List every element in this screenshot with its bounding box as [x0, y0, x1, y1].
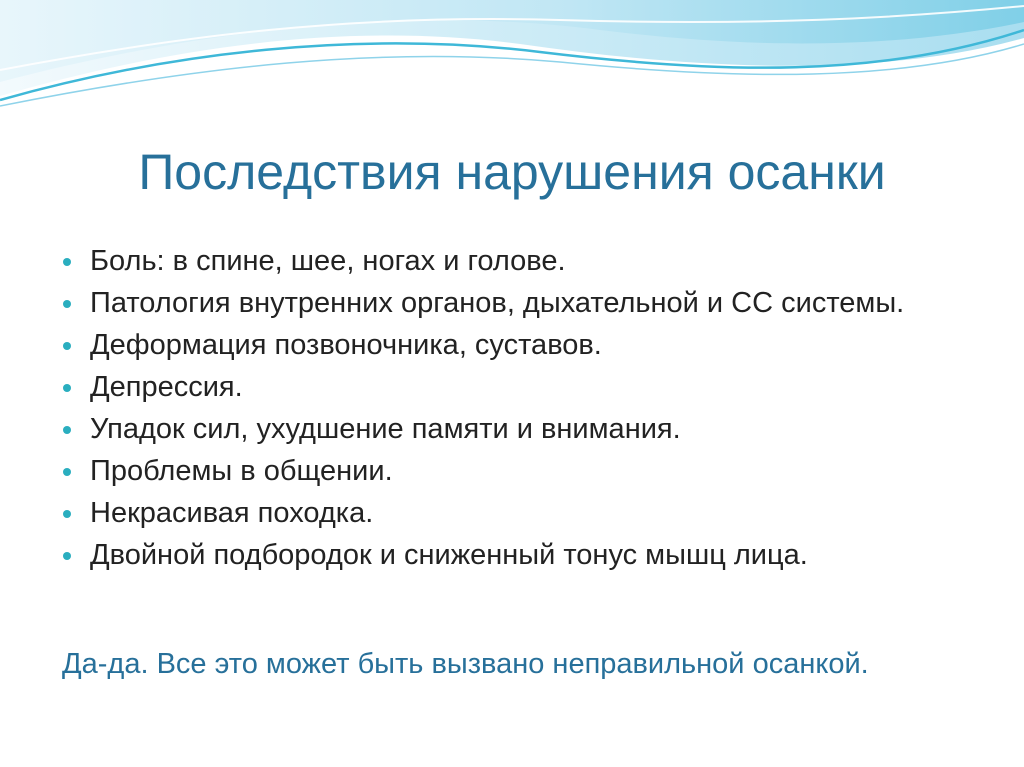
bullet-item	[62, 245, 1002, 278]
bullet-item	[62, 371, 1002, 404]
bullet-text: Боль: в спине, шее, ногах и голове.	[90, 245, 566, 277]
bullet-dot-icon	[63, 300, 71, 308]
decorative-wave-banner	[0, 0, 1024, 120]
footer-note: Да-да. Все это может быть вызвано неправильной осанкой.	[62, 648, 869, 680]
bullet-dot-icon	[63, 552, 71, 560]
bullet-dot-icon	[63, 426, 71, 434]
slide-title: Последствия нарушения осанки	[138, 144, 886, 200]
bullet-text: Деформация позвоночника, суставов.	[90, 329, 602, 361]
bullet-text: Патология внутренних органов, дыхательной и СС системы.	[90, 287, 905, 319]
bullet-item	[62, 497, 1002, 530]
bullet-text: Некрасивая походка.	[90, 497, 374, 529]
bullet-dot-icon	[63, 510, 71, 518]
bullet-item	[62, 455, 1002, 488]
bullet-dot-icon	[63, 342, 71, 350]
bullet-item	[62, 539, 1002, 572]
bullet-text: Двойной подбородок и сниженный тонус мышц лица.	[90, 539, 808, 571]
bullet-text: Проблемы в общении.	[90, 455, 393, 487]
bullet-text: Упадок сил, ухудшение памяти и внимания.	[90, 413, 681, 445]
bullet-dot-icon	[63, 468, 71, 476]
bullet-dot-icon	[63, 258, 71, 266]
bullet-dot-icon	[63, 384, 71, 392]
bullet-item	[62, 413, 1002, 446]
bullet-item	[62, 329, 1002, 362]
bullet-list	[62, 245, 1002, 581]
bullet-text: Депрессия.	[90, 371, 243, 403]
bullet-item	[62, 287, 1002, 320]
